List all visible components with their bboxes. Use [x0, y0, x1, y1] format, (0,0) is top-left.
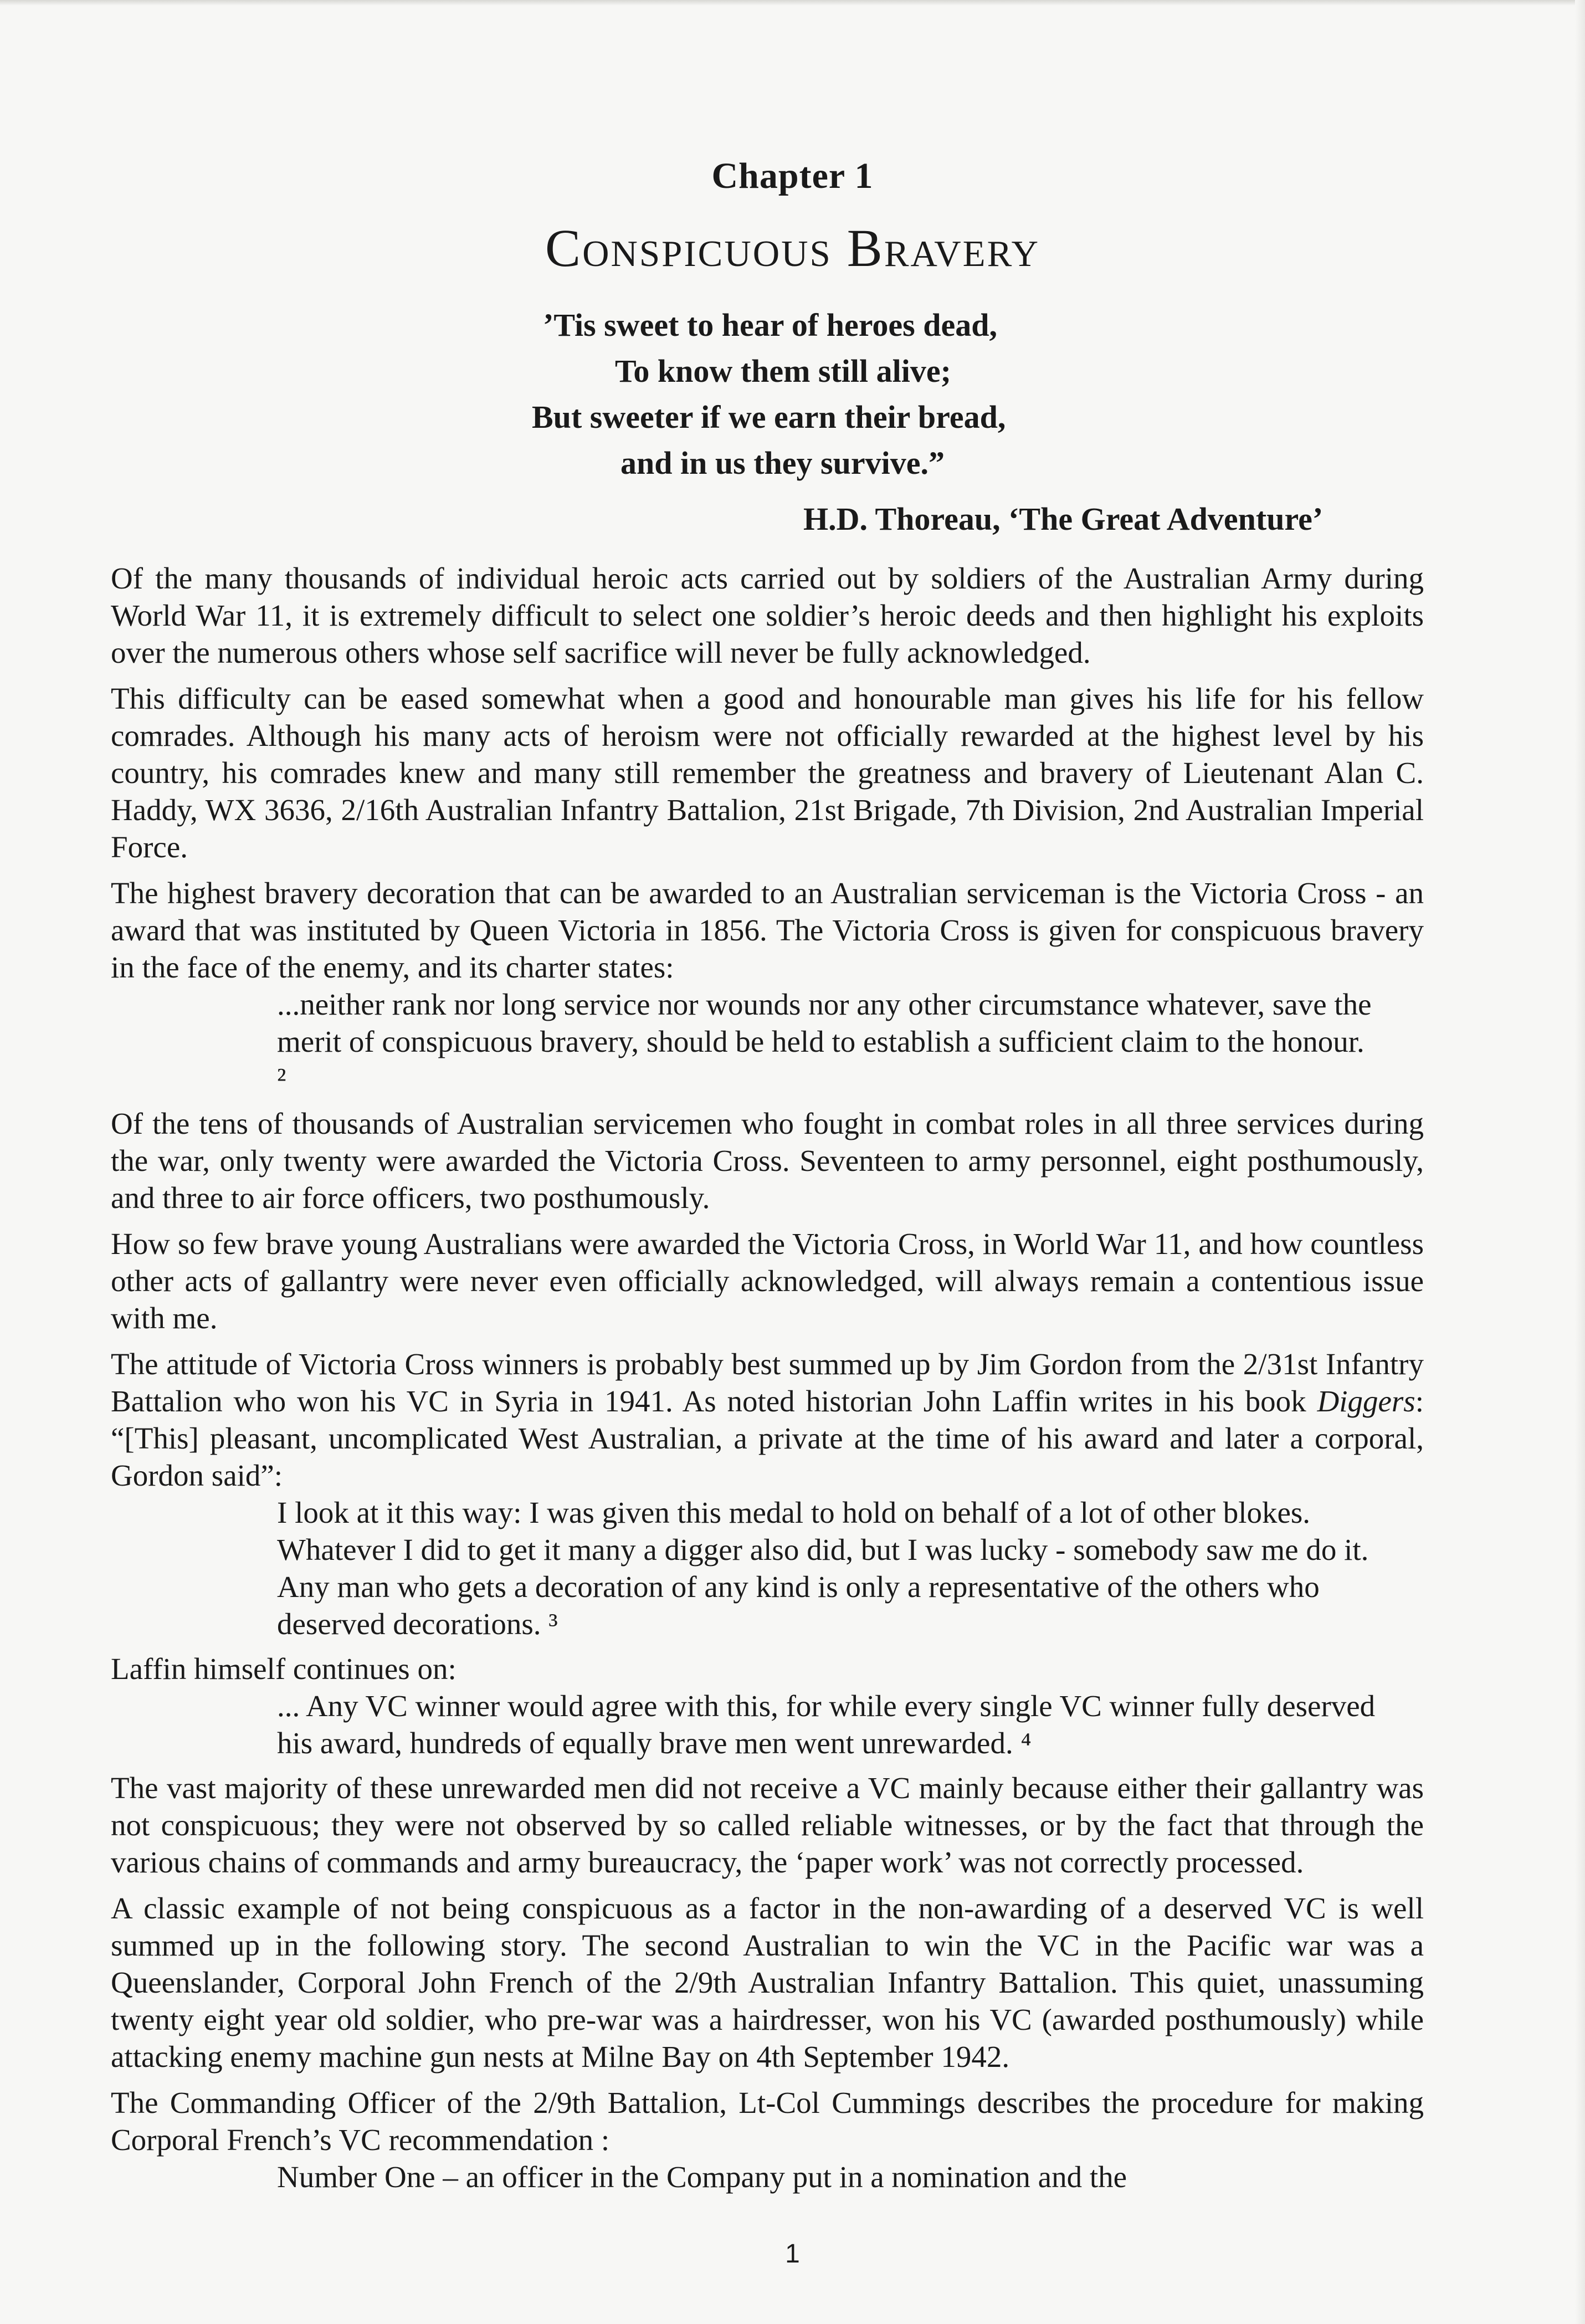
- paragraph: How so few brave young Australians were awarded the Victoria Cross, in World War 11, and how countless other acts of gallantry were never even officially acknowledged, will always remain a contentious issue with me.: [111, 1227, 1424, 1335]
- paragraph: [111, 1345, 1424, 1494]
- chapter-label: Chapter 1: [711, 156, 874, 196]
- scan-right-edge: [1575, 0, 1585, 2324]
- epigraph-line: But sweeter if we earn their bread,: [532, 399, 1006, 435]
- scan-top-edge: [0, 0, 1585, 6]
- block-quote: Number One – an officer in the Company put in a nomination and the: [277, 2160, 1127, 2194]
- epigraph-attribution: H.D. Thoreau, ‘The Great Adventure’: [803, 501, 1324, 537]
- paragraph: This difficulty can be eased somewhat when a good and honourable man gives his life for his fellow comrades. Although his many acts of heroism were not officially rewarded at the highest level by his country, his comrades knew and many still remember the greatness and bravery of Lieutenant Alan C. Haddy, WX 3636, 2/16th Australian Infantry Battalion, 21st Brigade, 7th Division, 2nd Australian Imperial Force.: [111, 682, 1424, 864]
- paragraph: The highest bravery decoration that can be awarded to an Australian serviceman is the Victoria Cross - an award that was instituted by Queen Victoria in 1856. The Victoria Cross is given for conspicuous bravery in the face of the enemy, and its charter states:: [111, 876, 1424, 984]
- paragraph: Laffin himself continues on:: [111, 1652, 456, 1686]
- paragraph: A classic example of not being conspicuous as a factor in the non-awarding of a deserved VC is well summed up in the following story. The second Australian to win the VC in the Pacific war was a Queenslander, Corporal John French of the 2/9th Australian Infantry Battalion. This quiet, unassuming twenty eight year old soldier, who pre-war was a hairdresser, won his VC (awarded posthumously) while attacking enemy machine gun nests at Milne Bay on 4th September 1942.: [111, 1891, 1424, 2074]
- epigraph-line: ’Tis sweet to hear of heroes dead,: [543, 307, 997, 343]
- block-quote: I look at it this way: I was given this medal to hold on behalf of a lot of other blokes. Whatever I did to get it many a digger also did, but I was lucky - somebody saw me do it. Any man who gets a decoration of any kind is only a representative of the others who deserved decorations. ³: [277, 1496, 1369, 1641]
- chapter-body: [111, 560, 1424, 2203]
- block-quote: ...neither rank nor long service nor wounds nor any other circumstance whatever, save the merit of conspicuous bravery, should be held to establish a sufficient claim to the honour. ²: [277, 987, 1372, 1096]
- paragraph-text: : “[This] pleasant, uncomplicated West Australian, a private at the time of his award and later a corporal, Gordon said”:: [111, 1384, 1424, 1492]
- paragraph-text: The attitude of Victoria Cross winners is probably best summed up by Jim Gordon from the 2/31st Infantry Battalion who won his VC in Syria in 1941. As noted historian John Laffin writes in his book: [111, 1347, 1424, 1418]
- paragraph: Of the many thousands of individual heroic acts carried out by soldiers of the Australian Army during World War 11, it is extremely difficult to select one soldier’s heroic deeds and then highlight his exploits over the numerous others whose self sacrifice will never be fully acknowledged.: [111, 561, 1424, 669]
- paragraph: The vast majority of these unrewarded men did not receive a VC mainly because either their gallantry was not conspicuous; they were not observed by so called reliable witnesses, or by the fact that through the various chains of commands and army bureaucracy, the ‘paper work’ was not correctly processed.: [111, 1771, 1424, 1879]
- chapter-title: Conspicuous Bravery: [545, 218, 1040, 278]
- epigraph: [532, 302, 1324, 542]
- book-title: Diggers: [1317, 1384, 1415, 1418]
- paragraph: Of the tens of thousands of Australian servicemen who fought in combat roles in all three services during the war, only twenty were awarded the Victoria Cross. Seventeen to army personnel, eight posthumously, and three to air force officers, two posthumously.: [111, 1107, 1424, 1215]
- paragraph: The Commanding Officer of the 2/9th Battalion, Lt-Col Cummings describes the procedure for making Corporal French’s VC recommendation :: [111, 2086, 1424, 2157]
- epigraph-line: To know them still alive;: [615, 353, 951, 389]
- page-number: 1: [785, 2239, 800, 2269]
- block-quote: ... Any VC winner would agree with this, for while every single VC winner fully deserved his award, hundreds of equally brave men went unrewarded. ⁴: [277, 1689, 1376, 1760]
- epigraph-line: and in us they survive.”: [620, 445, 945, 481]
